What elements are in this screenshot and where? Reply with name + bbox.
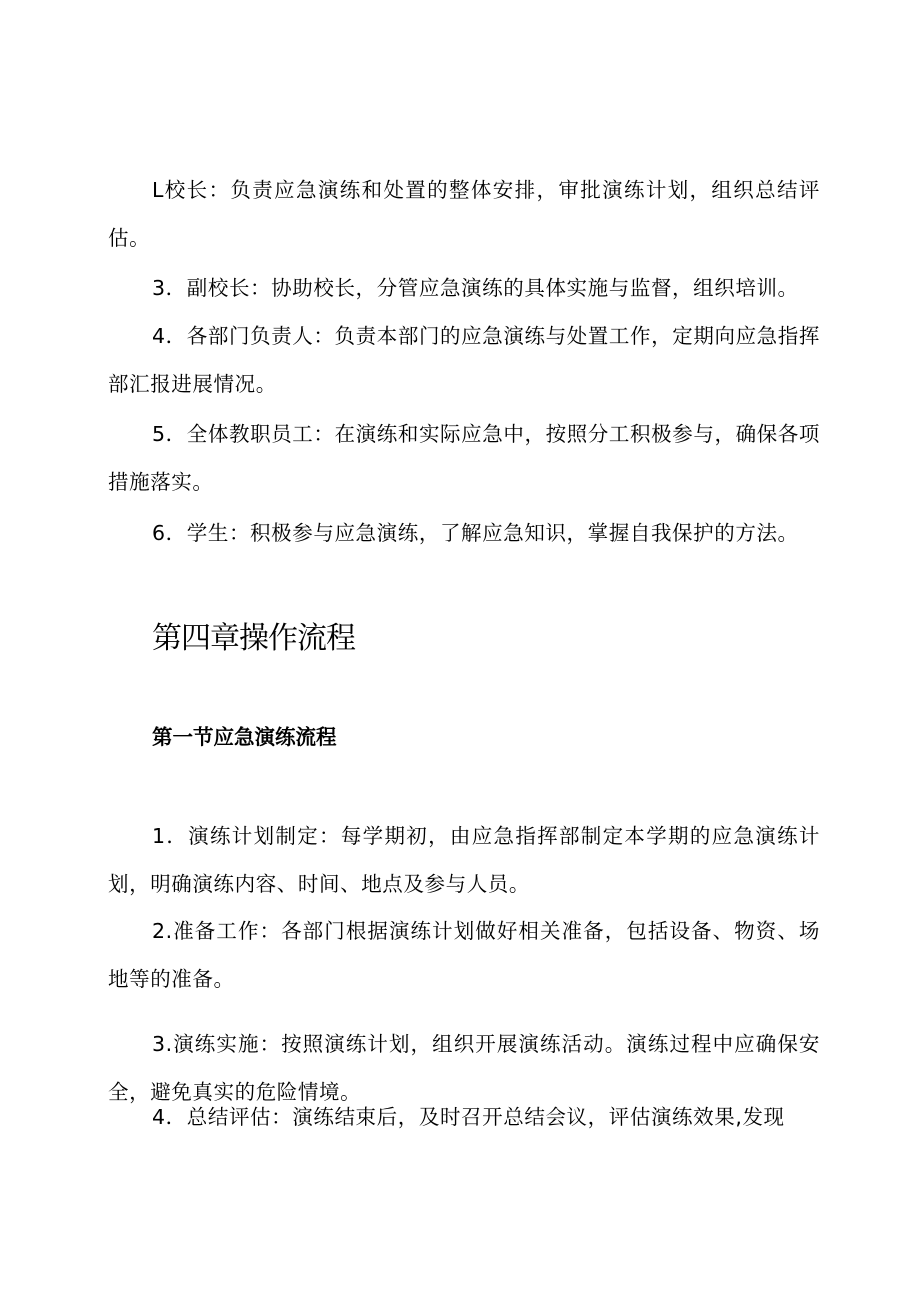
- section-title: 第一节应急演练流程: [152, 725, 337, 749]
- role-staff: 5．全体教职员工：在演练和实际应急中，按照分工积极参与，确保各项措施落实。: [108, 422, 820, 494]
- role-department-heads: 4．各部门负责人：负责本部门的应急演练与处置工作，定期向应急指挥部汇报进展情况。: [108, 324, 820, 396]
- role-students: 6．学生：积极参与应急演练，了解应急知识，掌握自我保护的方法。: [152, 521, 799, 545]
- step-implementation: 3.演练实施：按照演练计划，组织开展演练活动。演练过程中应确保安全，避免真实的危险情境。: [108, 1032, 820, 1104]
- step-plan: 1．演练计划制定：每学期初，由应急指挥部制定本学期的应急演练计划，明确演练内容、时间、地点及参与人员。: [108, 824, 820, 896]
- step-evaluation: 4．总结评估：演练结束后，及时召开总结会议，评估演练效果,发现: [152, 1105, 785, 1129]
- chapter-title: 第四章操作流程: [152, 621, 355, 656]
- step-preparation: 2.准备工作：各部门根据演练计划做好相关准备，包括设备、物资、场地等的准备。: [108, 919, 820, 991]
- role-vice-principal: 3．副校长：协助校长，分管应急演练的具体实施与监督，组织培训。: [152, 276, 799, 300]
- role-principal: L校长：负责应急演练和处置的整体安排，审批演练计划，组织总结评估。: [108, 178, 820, 250]
